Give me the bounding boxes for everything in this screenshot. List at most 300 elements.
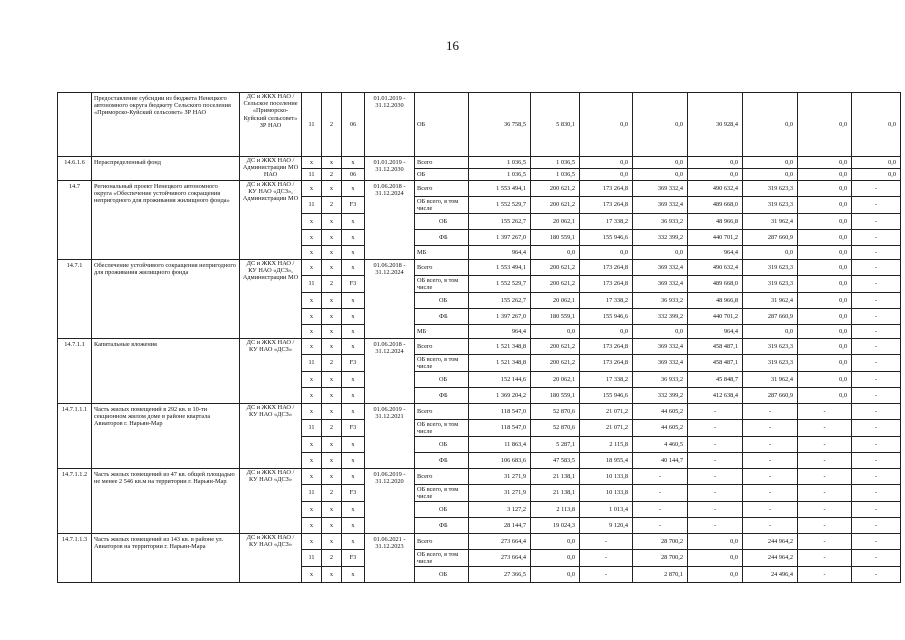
budget-code-program: x <box>322 404 342 420</box>
budget-code-activity: x <box>342 372 365 388</box>
item-term: 01.01.2019 - 31.12.2030 <box>365 93 415 157</box>
amount-cell: 9 120,4 <box>580 518 633 534</box>
budget-code-grbs: x <box>302 246 322 260</box>
budget-code-program: x <box>322 372 342 388</box>
budget-code-grbs: x <box>302 181 322 197</box>
budget-code-grbs: x <box>302 567 322 583</box>
budget-code-activity: x <box>342 534 365 550</box>
budget-code-program: x <box>322 260 342 276</box>
funding-source: Всего <box>415 469 469 485</box>
budget-code-activity: x <box>342 502 365 518</box>
budget-code-program: 2 <box>322 550 342 567</box>
item-executor: ДС и ЖКХ НАО / КУ НАО «ДСЗ», Администрации МО <box>240 181 302 260</box>
budget-code-grbs: 11 <box>302 420 322 437</box>
funding-source: ОБ всего, в том числе <box>415 485 469 502</box>
amount-cell: 3 127,2 <box>469 502 531 518</box>
amount-cell: 36 758,5 <box>469 93 531 157</box>
funding-source: Всего <box>415 404 469 420</box>
amount-cell: 0,0 <box>531 567 580 583</box>
amount-cell: 21 071,2 <box>580 404 633 420</box>
funding-source: ФБ <box>415 453 469 469</box>
amount-cell: 36 933,2 <box>633 214 688 230</box>
amount-cell: 0,0 <box>798 246 852 260</box>
budget-code-grbs: x <box>302 388 322 404</box>
budget-code-grbs: x <box>302 230 322 246</box>
amount-cell: 48 966,8 <box>688 293 743 309</box>
amount-cell: - <box>852 214 901 230</box>
budget-code-activity: F3 <box>342 420 365 437</box>
amount-cell: 287 660,9 <box>743 309 798 325</box>
budget-code-grbs: x <box>302 453 322 469</box>
amount-cell: 332 399,2 <box>633 230 688 246</box>
amount-cell: - <box>852 325 901 339</box>
budget-code-grbs: x <box>302 214 322 230</box>
amount-cell: 369 332,4 <box>633 355 688 372</box>
amount-cell: 0,0 <box>798 372 852 388</box>
amount-cell: 173 264,8 <box>580 355 633 372</box>
amount-cell: 118 547,0 <box>469 420 531 437</box>
amount-cell: - <box>852 293 901 309</box>
amount-cell: 412 638,4 <box>688 388 743 404</box>
amount-cell: 287 660,9 <box>743 230 798 246</box>
amount-cell: 0,0 <box>798 214 852 230</box>
budget-code-grbs: 11 <box>302 550 322 567</box>
item-code: 14.7.1.1.3 <box>58 534 92 583</box>
amount-cell: - <box>688 518 743 534</box>
amount-cell: 489 668,0 <box>688 197 743 214</box>
amount-cell: 0,0 <box>798 309 852 325</box>
budget-code-activity: x <box>342 157 365 169</box>
budget-code-activity: x <box>342 181 365 197</box>
amount-cell: - <box>798 567 852 583</box>
budget-code-program: x <box>322 230 342 246</box>
budget-table <box>57 92 901 583</box>
budget-code-program: x <box>322 325 342 339</box>
amount-cell: 0,0 <box>633 246 688 260</box>
amount-cell: - <box>633 485 688 502</box>
amount-cell: - <box>852 260 901 276</box>
amount-cell: 5 287,1 <box>531 437 580 453</box>
item-code: 14.7.1.1.1 <box>58 404 92 469</box>
amount-cell: 52 870,6 <box>531 420 580 437</box>
amount-cell: 0,0 <box>580 169 633 181</box>
amount-cell: 319 623,3 <box>743 355 798 372</box>
amount-cell: - <box>688 404 743 420</box>
amount-cell: 27 366,5 <box>469 567 531 583</box>
amount-cell: 11 863,4 <box>469 437 531 453</box>
amount-cell: 1 036,5 <box>469 157 531 169</box>
amount-cell: 30 928,4 <box>688 93 743 157</box>
amount-cell: - <box>852 339 901 355</box>
amount-cell: 0,0 <box>743 246 798 260</box>
budget-code-activity: x <box>342 293 365 309</box>
amount-cell: 36 933,2 <box>633 372 688 388</box>
item-code <box>58 93 92 157</box>
funding-source: ОБ всего, в том числе <box>415 197 469 214</box>
amount-cell: 10 133,8 <box>580 469 633 485</box>
amount-cell: 0,0 <box>798 325 852 339</box>
amount-cell: 319 623,3 <box>743 197 798 214</box>
amount-cell: 1 036,5 <box>469 169 531 181</box>
funding-source: ОБ всего, в том числе <box>415 276 469 293</box>
amount-cell: - <box>852 534 901 550</box>
amount-cell: 0,0 <box>688 157 743 169</box>
amount-cell: 28 144,7 <box>469 518 531 534</box>
amount-cell: - <box>852 276 901 293</box>
amount-cell: 0,0 <box>688 567 743 583</box>
amount-cell: 48 966,8 <box>688 214 743 230</box>
item-executor: ДС и ЖКХ НАО / КУ НАО «ДСЗ» <box>240 339 302 404</box>
amount-cell: - <box>798 404 852 420</box>
amount-cell: - <box>743 404 798 420</box>
amount-cell: - <box>852 372 901 388</box>
amount-cell: - <box>743 437 798 453</box>
amount-cell: 173 264,8 <box>580 276 633 293</box>
amount-cell: - <box>633 518 688 534</box>
amount-cell: 173 264,8 <box>580 181 633 197</box>
item-term: 01.06.2018 - 31.12.2024 <box>365 181 415 260</box>
budget-code-program: x <box>322 469 342 485</box>
funding-source: Всего <box>415 339 469 355</box>
budget-code-grbs: x <box>302 502 322 518</box>
amount-cell: - <box>798 437 852 453</box>
budget-code-grbs: x <box>302 534 322 550</box>
amount-cell: 20 062,1 <box>531 293 580 309</box>
budget-code-grbs: x <box>302 372 322 388</box>
page-number: 16 <box>446 38 459 53</box>
amount-cell: - <box>798 534 852 550</box>
budget-code-activity: x <box>342 325 365 339</box>
amount-cell: 319 623,3 <box>743 276 798 293</box>
funding-source: ОБ <box>415 93 469 157</box>
funding-source: МБ <box>415 246 469 260</box>
budget-code-program: 2 <box>322 355 342 372</box>
budget-code-program: 2 <box>322 420 342 437</box>
amount-cell: 152 144,6 <box>469 372 531 388</box>
budget-code-grbs: 11 <box>302 169 322 181</box>
amount-cell: 0,0 <box>743 93 798 157</box>
budget-code-grbs: 11 <box>302 355 322 372</box>
budget-code-activity: x <box>342 309 365 325</box>
amount-cell: - <box>852 469 901 485</box>
amount-cell: 0,0 <box>580 246 633 260</box>
amount-cell: 155 262,7 <box>469 293 531 309</box>
amount-cell: 319 623,3 <box>743 339 798 355</box>
amount-cell: - <box>852 518 901 534</box>
budget-code-activity: x <box>342 404 365 420</box>
item-code: 14.7 <box>58 181 92 260</box>
amount-cell: 106 683,6 <box>469 453 531 469</box>
amount-cell: 287 660,9 <box>743 388 798 404</box>
amount-cell: 1 552 529,7 <box>469 197 531 214</box>
budget-code-grbs: x <box>302 339 322 355</box>
amount-cell: 1 521 348,8 <box>469 355 531 372</box>
amount-cell: - <box>798 469 852 485</box>
budget-code-activity: x <box>342 260 365 276</box>
amount-cell: 28 700,2 <box>633 534 688 550</box>
amount-cell: 0,0 <box>743 325 798 339</box>
table-row <box>58 157 901 169</box>
funding-source: ОБ <box>415 437 469 453</box>
amount-cell: 0,0 <box>531 534 580 550</box>
amount-cell: - <box>743 420 798 437</box>
amount-cell: - <box>688 453 743 469</box>
item-term: 01.06.2018 - 31.12.2024 <box>365 260 415 339</box>
budget-code-activity: 06 <box>342 93 365 157</box>
budget-code-program: x <box>322 518 342 534</box>
item-name: Обеспечение устойчивого сокращения непригодного для проживания жилищного фонда <box>92 260 240 339</box>
amount-cell: 0,0 <box>798 339 852 355</box>
amount-cell: 0,0 <box>798 230 852 246</box>
amount-cell: 155 946,6 <box>580 309 633 325</box>
budget-code-grbs: x <box>302 469 322 485</box>
amount-cell: 0,0 <box>798 93 852 157</box>
amount-cell: 21 138,1 <box>531 469 580 485</box>
item-code: 14.7.1.1 <box>58 339 92 404</box>
budget-code-program: 2 <box>322 197 342 214</box>
item-code: 14.7.1 <box>58 260 92 339</box>
table-row <box>58 339 901 355</box>
amount-cell: 244 964,2 <box>743 534 798 550</box>
amount-cell: 21 071,2 <box>580 420 633 437</box>
amount-cell: 244 964,2 <box>743 550 798 567</box>
amount-cell: - <box>852 485 901 502</box>
amount-cell: 0,0 <box>633 157 688 169</box>
amount-cell: 0,0 <box>798 181 852 197</box>
amount-cell: 44 605,2 <box>633 420 688 437</box>
amount-cell: 440 701,2 <box>688 309 743 325</box>
budget-code-activity: x <box>342 339 365 355</box>
amount-cell: 4 460,5 <box>633 437 688 453</box>
budget-code-program: 2 <box>322 485 342 502</box>
amount-cell: 0,0 <box>852 157 901 169</box>
amount-cell: 21 138,1 <box>531 485 580 502</box>
budget-code-grbs: x <box>302 309 322 325</box>
amount-cell: 490 632,4 <box>688 260 743 276</box>
item-name: Часть жилых помещений в 292 кв. в 10-ти секционном жилом доме в районе квартала Авиаторов г. Нарьян-Мар <box>92 404 240 469</box>
item-executor: ДС и ЖКХ НАО / Сельское поселение «Приморско-Куйский сельсовет» ЗР НАО <box>240 93 302 157</box>
amount-cell: - <box>743 502 798 518</box>
budget-code-program: x <box>322 388 342 404</box>
amount-cell: 369 332,4 <box>633 181 688 197</box>
amount-cell: 20 062,1 <box>531 214 580 230</box>
item-code: 14.7.1.1.2 <box>58 469 92 534</box>
amount-cell: 200 621,2 <box>531 260 580 276</box>
table-row <box>58 260 901 276</box>
amount-cell: - <box>580 550 633 567</box>
funding-source: ОБ <box>415 214 469 230</box>
amount-cell: 0,0 <box>580 157 633 169</box>
amount-cell: 2 115,8 <box>580 437 633 453</box>
amount-cell: - <box>743 518 798 534</box>
item-executor: ДС и ЖКХ НАО / Администрации МО НАО <box>240 157 302 181</box>
amount-cell: 0,0 <box>798 260 852 276</box>
amount-cell: - <box>852 388 901 404</box>
amount-cell: 0,0 <box>531 325 580 339</box>
funding-source: Всего <box>415 157 469 169</box>
funding-source: ОБ <box>415 372 469 388</box>
amount-cell: - <box>798 420 852 437</box>
amount-cell: 458 487,1 <box>688 355 743 372</box>
amount-cell: 0,0 <box>633 169 688 181</box>
amount-cell: 332 399,2 <box>633 388 688 404</box>
item-executor: ДС и ЖКХ НАО / КУ НАО «ДСЗ» <box>240 404 302 469</box>
funding-source: Всего <box>415 181 469 197</box>
amount-cell: - <box>852 404 901 420</box>
amount-cell: - <box>852 181 901 197</box>
amount-cell: 0,0 <box>798 276 852 293</box>
amount-cell: 19 024,3 <box>531 518 580 534</box>
amount-cell: 200 621,2 <box>531 197 580 214</box>
budget-code-activity: x <box>342 214 365 230</box>
amount-cell: 0,0 <box>798 197 852 214</box>
amount-cell: - <box>798 518 852 534</box>
amount-cell: 24 496,4 <box>743 567 798 583</box>
funding-source: МБ <box>415 325 469 339</box>
table-row <box>58 93 901 157</box>
amount-cell: 200 621,2 <box>531 181 580 197</box>
table-row <box>58 181 901 197</box>
amount-cell: 489 668,0 <box>688 276 743 293</box>
amount-cell: - <box>688 485 743 502</box>
amount-cell: - <box>580 567 633 583</box>
budget-code-grbs: x <box>302 404 322 420</box>
budget-code-activity: x <box>342 469 365 485</box>
amount-cell: - <box>852 502 901 518</box>
budget-code-activity: x <box>342 518 365 534</box>
budget-code-program: x <box>322 339 342 355</box>
amount-cell: 1 553 494,1 <box>469 260 531 276</box>
budget-code-program: x <box>322 534 342 550</box>
budget-code-activity: x <box>342 437 365 453</box>
amount-cell: 40 144,7 <box>633 453 688 469</box>
amount-cell: - <box>852 420 901 437</box>
budget-code-grbs: x <box>302 293 322 309</box>
amount-cell: 319 623,3 <box>743 260 798 276</box>
budget-code-program: x <box>322 453 342 469</box>
amount-cell: - <box>580 534 633 550</box>
budget-code-grbs: x <box>302 325 322 339</box>
amount-cell: - <box>852 437 901 453</box>
budget-code-program: x <box>322 309 342 325</box>
amount-cell: 173 264,8 <box>580 339 633 355</box>
table-row <box>58 469 901 485</box>
amount-cell: 0,0 <box>531 246 580 260</box>
budget-code-grbs: 11 <box>302 485 322 502</box>
amount-cell: 0,0 <box>852 169 901 181</box>
amount-cell: 5 830,1 <box>531 93 580 157</box>
amount-cell: 0,0 <box>531 550 580 567</box>
amount-cell: 2 870,1 <box>633 567 688 583</box>
amount-cell: 369 332,4 <box>633 197 688 214</box>
amount-cell: 36 933,2 <box>633 293 688 309</box>
budget-code-grbs: x <box>302 518 322 534</box>
amount-cell: 1 552 529,7 <box>469 276 531 293</box>
amount-cell: 0,0 <box>743 169 798 181</box>
budget-code-grbs: x <box>302 157 322 169</box>
item-name: Часть жилых помещений из 143 кв. в районе ул. Авиаторов на территории г. Нарьян-Мара <box>92 534 240 583</box>
budget-code-activity: F3 <box>342 355 365 372</box>
funding-source: ОБ всего, в том числе <box>415 420 469 437</box>
budget-code-activity: F3 <box>342 197 365 214</box>
budget-code-program: x <box>322 567 342 583</box>
budget-code-program: 2 <box>322 169 342 181</box>
budget-code-program: x <box>322 502 342 518</box>
amount-cell: 45 848,7 <box>688 372 743 388</box>
amount-cell: 0,0 <box>688 169 743 181</box>
funding-source: ОБ <box>415 169 469 181</box>
amount-cell: 118 547,0 <box>469 404 531 420</box>
amount-cell: - <box>852 355 901 372</box>
amount-cell: 173 264,8 <box>580 197 633 214</box>
amount-cell: 18 955,4 <box>580 453 633 469</box>
amount-cell: 0,0 <box>580 93 633 157</box>
amount-cell: 964,4 <box>688 246 743 260</box>
funding-source: Всего <box>415 260 469 276</box>
amount-cell: - <box>743 469 798 485</box>
budget-code-activity: x <box>342 567 365 583</box>
budget-code-grbs: x <box>302 437 322 453</box>
budget-code-program: x <box>322 214 342 230</box>
amount-cell: 200 621,2 <box>531 355 580 372</box>
amount-cell: 44 605,2 <box>633 404 688 420</box>
amount-cell: - <box>688 502 743 518</box>
amount-cell: 17 338,2 <box>580 214 633 230</box>
amount-cell: 10 133,8 <box>580 485 633 502</box>
amount-cell: 31 962,4 <box>743 372 798 388</box>
amount-cell: - <box>633 502 688 518</box>
amount-cell: - <box>852 230 901 246</box>
funding-source: ОБ <box>415 567 469 583</box>
amount-cell: - <box>688 469 743 485</box>
amount-cell: - <box>743 453 798 469</box>
amount-cell: 1 036,5 <box>531 169 580 181</box>
amount-cell: - <box>798 453 852 469</box>
table-row <box>58 404 901 420</box>
amount-cell: 2 113,8 <box>531 502 580 518</box>
amount-cell: 52 870,6 <box>531 404 580 420</box>
table-row <box>58 534 901 550</box>
budget-code-program: x <box>322 293 342 309</box>
budget-code-activity: x <box>342 453 365 469</box>
budget-code-program: x <box>322 157 342 169</box>
table-body <box>58 93 901 583</box>
item-executor: ДС и ЖКХ НАО / КУ НАО «ДСЗ» <box>240 469 302 534</box>
funding-source: ОБ <box>415 502 469 518</box>
budget-code-grbs: 11 <box>302 197 322 214</box>
funding-source: ФБ <box>415 518 469 534</box>
budget-code-program: x <box>322 181 342 197</box>
amount-cell: 180 559,1 <box>531 388 580 404</box>
item-name: Часть жилых помещений из 47 кв. общей площадью не менее 2 546 кв.м на территории г. Нарьян-Мар <box>92 469 240 534</box>
amount-cell: 180 559,1 <box>531 309 580 325</box>
amount-cell: 1 553 494,1 <box>469 181 531 197</box>
item-term: 01.01.2019 - 31.12.2030 <box>365 157 415 181</box>
budget-code-activity: x <box>342 246 365 260</box>
amount-cell: 31 962,4 <box>743 293 798 309</box>
amount-cell: 0,0 <box>852 93 901 157</box>
amount-cell: 0,0 <box>798 293 852 309</box>
amount-cell: 155 946,6 <box>580 388 633 404</box>
amount-cell: 0,0 <box>633 93 688 157</box>
item-executor: ДС и ЖКХ НАО / КУ НАО «ДСЗ» <box>240 534 302 583</box>
amount-cell: - <box>852 567 901 583</box>
amount-cell: 1 521 348,8 <box>469 339 531 355</box>
amount-cell: - <box>852 550 901 567</box>
amount-cell: 31 962,4 <box>743 214 798 230</box>
amount-cell: 273 664,4 <box>469 534 531 550</box>
item-term: 01.06.2019 - 31.12.2021 <box>365 404 415 469</box>
